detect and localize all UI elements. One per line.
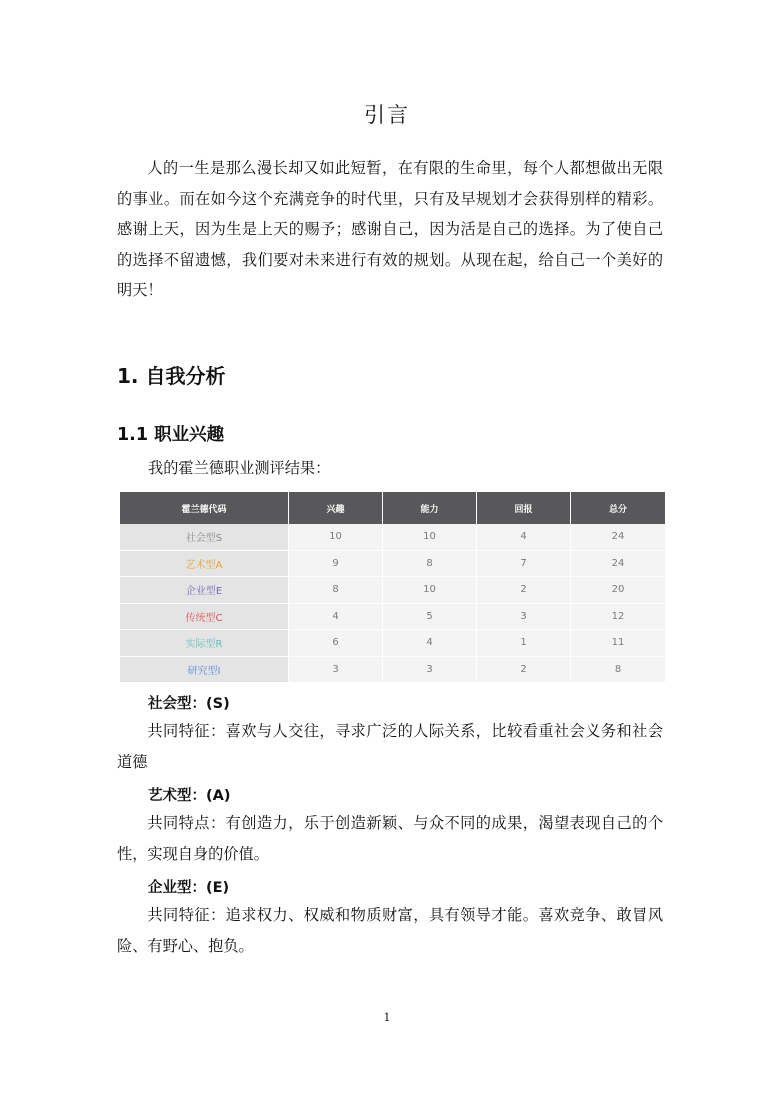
cell-reward: 1 <box>477 630 571 657</box>
row-type-label: 艺术型A <box>120 550 289 577</box>
cell-interest: 9 <box>289 550 383 577</box>
header-ability: 能力 <box>383 492 477 524</box>
intro-paragraph: 人的一生是那么漫长却又如此短暂，在有限的生命里，每个人都想做出无限的事业。而在如今这个充满竞争的时代里，只有及早规划才会获得别样的精彩。感谢上天，因为生是上天的赐予；感谢自己，因为活是自己的选择。为了使自己的选择不留遗憾，我们要对未来进行有效的规划。从现在起，给自己一个美好的明天！ <box>117 159 663 300</box>
table-row <box>120 524 665 550</box>
cell-interest: 3 <box>289 656 383 683</box>
cell-total: 24 <box>571 550 666 577</box>
table-row <box>120 656 665 683</box>
row-type-label: 实际型R <box>120 630 289 657</box>
holland-results-table <box>120 492 665 683</box>
cell-total: 11 <box>571 630 666 657</box>
enterprising-type-heading: 企业型：(E) <box>148 880 230 896</box>
cell-total: 24 <box>571 524 666 550</box>
cell-ability: 10 <box>383 524 477 550</box>
cell-ability: 10 <box>383 577 477 604</box>
row-type-label: 社会型S <box>120 524 289 550</box>
social-type-heading: 社会型：(S) <box>148 696 230 712</box>
cell-ability: 5 <box>383 603 477 630</box>
section-heading-self-analysis: 1. 自我分析 <box>117 364 226 388</box>
cell-reward: 4 <box>477 524 571 550</box>
header-total: 总分 <box>571 492 666 524</box>
cell-interest: 10 <box>289 524 383 550</box>
table-row <box>120 630 665 657</box>
row-type-label: 研究型I <box>120 656 289 683</box>
cell-interest: 8 <box>289 577 383 604</box>
enterprising-type-description: 共同特征：追求权力、权威和物质财富，具有领导才能。喜欢竞争、敢冒风险、有野心、抱负。 <box>117 906 663 955</box>
table-row <box>120 603 665 630</box>
cell-interest: 6 <box>289 630 383 657</box>
row-type-label: 传统型C <box>120 603 289 630</box>
cell-ability: 3 <box>383 656 477 683</box>
cell-reward: 2 <box>477 577 571 604</box>
page-title: 引言 <box>364 103 410 127</box>
cell-total: 8 <box>571 656 666 683</box>
table-row <box>120 550 665 577</box>
social-type-description: 共同特征：喜欢与人交往，寻求广泛的人际关系，比较看重社会义务和社会道德 <box>117 722 663 771</box>
table-row <box>120 577 665 604</box>
cell-total: 12 <box>571 603 666 630</box>
cell-total: 20 <box>571 577 666 604</box>
row-type-label: 企业型E <box>120 577 289 604</box>
cell-reward: 3 <box>477 603 571 630</box>
subsection-heading-career-interest: 1.1 职业兴趣 <box>117 425 225 445</box>
artistic-type-heading: 艺术型：(A) <box>148 788 231 804</box>
header-interest: 兴趣 <box>289 492 383 524</box>
artistic-type-description: 共同特点：有创造力，乐于创造新颖、与众不同的成果，渴望表现自己的个性，实现自身的价值。 <box>117 814 663 863</box>
cell-reward: 2 <box>477 656 571 683</box>
header-reward: 回报 <box>477 492 571 524</box>
page-number: 1 <box>383 1011 391 1024</box>
cell-reward: 7 <box>477 550 571 577</box>
cell-ability: 8 <box>383 550 477 577</box>
test-result-label: 我的霍兰德职业测评结果： <box>148 459 331 477</box>
table-header-row <box>120 492 665 524</box>
cell-interest: 4 <box>289 603 383 630</box>
cell-ability: 4 <box>383 630 477 657</box>
header-code: 霍兰德代码 <box>120 492 289 524</box>
